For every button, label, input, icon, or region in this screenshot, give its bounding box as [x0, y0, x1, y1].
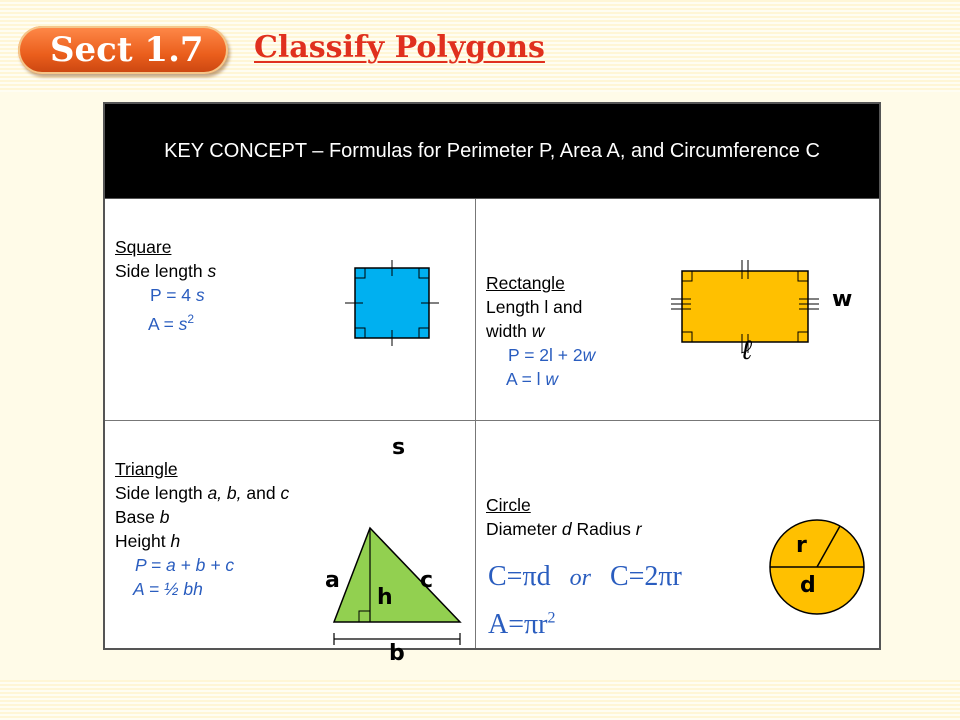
square-desc-var: s [207, 261, 217, 281]
circle-desc-radius: Radius [571, 519, 636, 539]
circle-label-d: d [800, 573, 816, 598]
square-perimeter-var: s [195, 285, 205, 305]
triangle-height [115, 529, 289, 553]
circle-area-text: A=πr [488, 609, 548, 640]
circle-area-formula [488, 609, 555, 641]
square-area-text: A = [148, 313, 179, 334]
rectangle-perimeter-var: w [582, 345, 596, 365]
circle-text [486, 493, 642, 541]
rectangle-shape [682, 271, 808, 342]
circle-desc-r: r [635, 519, 642, 539]
square-text [115, 235, 216, 336]
square-side-label: s [392, 435, 406, 460]
rectangle-width-label: w [832, 287, 853, 312]
square-perimeter-formula [115, 283, 216, 307]
formula-or-word: or [569, 565, 591, 591]
section-badge: Sect 1.7 [18, 26, 228, 74]
rectangle-cell [476, 199, 881, 421]
square-cell [104, 199, 476, 460]
triangle-text [115, 457, 289, 601]
square-area-formula [115, 307, 216, 336]
square-shape [355, 268, 429, 338]
triangle-cell [104, 421, 476, 666]
triangle-diagram [325, 521, 465, 656]
triangle-height-text: Height [115, 531, 171, 551]
page-title: Classify Polygons [254, 30, 545, 65]
circle-cell [476, 421, 881, 650]
triangle-label-a: a [325, 568, 340, 593]
footer-background [0, 680, 960, 720]
triangle-shape [334, 528, 460, 622]
rectangle-area-var: w [545, 369, 559, 389]
rectangle-title: Rectangle [486, 273, 565, 293]
square-area-var: s [178, 313, 188, 334]
rectangle-description-2 [486, 319, 595, 343]
triangle-description [115, 481, 289, 505]
triangle-label-h: h [377, 585, 393, 610]
rectangle-area-text: A = l [506, 369, 546, 389]
circumference-radius-formula: C=2πr [609, 561, 682, 592]
rectangle-text [486, 271, 595, 391]
circumference-diameter-formula: C=πd [488, 561, 551, 592]
circle-title: Circle [486, 495, 531, 515]
triangle-perimeter-formula: P = a + b + c [135, 555, 235, 575]
triangle-label-b: b [389, 641, 405, 666]
triangle-title: Triangle [115, 459, 178, 479]
circle-diagram [766, 516, 868, 618]
circle-area-exponent: 2 [547, 609, 556, 627]
square-diagram [340, 251, 450, 351]
triangle-area-formula: A = ½ bh [133, 579, 203, 599]
circle-desc-diameter: Diameter [486, 519, 562, 539]
triangle-base [115, 505, 289, 529]
rectangle-desc-text: width [486, 321, 532, 341]
rectangle-length-label: ℓ [741, 333, 753, 366]
circle-label-r: r [796, 533, 807, 558]
rectangle-perimeter-text: P = 2l + 2 [508, 345, 583, 365]
triangle-label-c: c [420, 568, 434, 593]
key-concept-table [103, 102, 881, 666]
circle-circumference-formulas [488, 561, 682, 593]
square-perimeter-text: P = 4 [150, 285, 196, 305]
triangle-desc-c: c [280, 483, 290, 503]
rectangle-area-formula [486, 367, 595, 391]
circle-desc-d: d [561, 519, 572, 539]
rectangle-perimeter-formula [486, 343, 595, 367]
square-title: Square [115, 237, 172, 257]
triangle-desc-and: and [241, 483, 281, 503]
circle-description [486, 517, 642, 541]
table-heading: KEY CONCEPT – Formulas for Perimeter P, Area A, and Circumference C [104, 103, 880, 199]
square-desc-text: Side length [115, 261, 208, 281]
triangle-height-var: h [170, 531, 181, 551]
triangle-base-var: b [159, 507, 170, 527]
rectangle-desc-var: w [531, 321, 545, 341]
triangle-desc-vars: a, b, [207, 483, 242, 503]
rectangle-description-1: Length l and [486, 297, 583, 317]
triangle-desc-text: Side length [115, 483, 208, 503]
triangle-base-text: Base [115, 507, 160, 527]
square-area-exponent: 2 [187, 312, 195, 326]
square-description [115, 259, 216, 283]
